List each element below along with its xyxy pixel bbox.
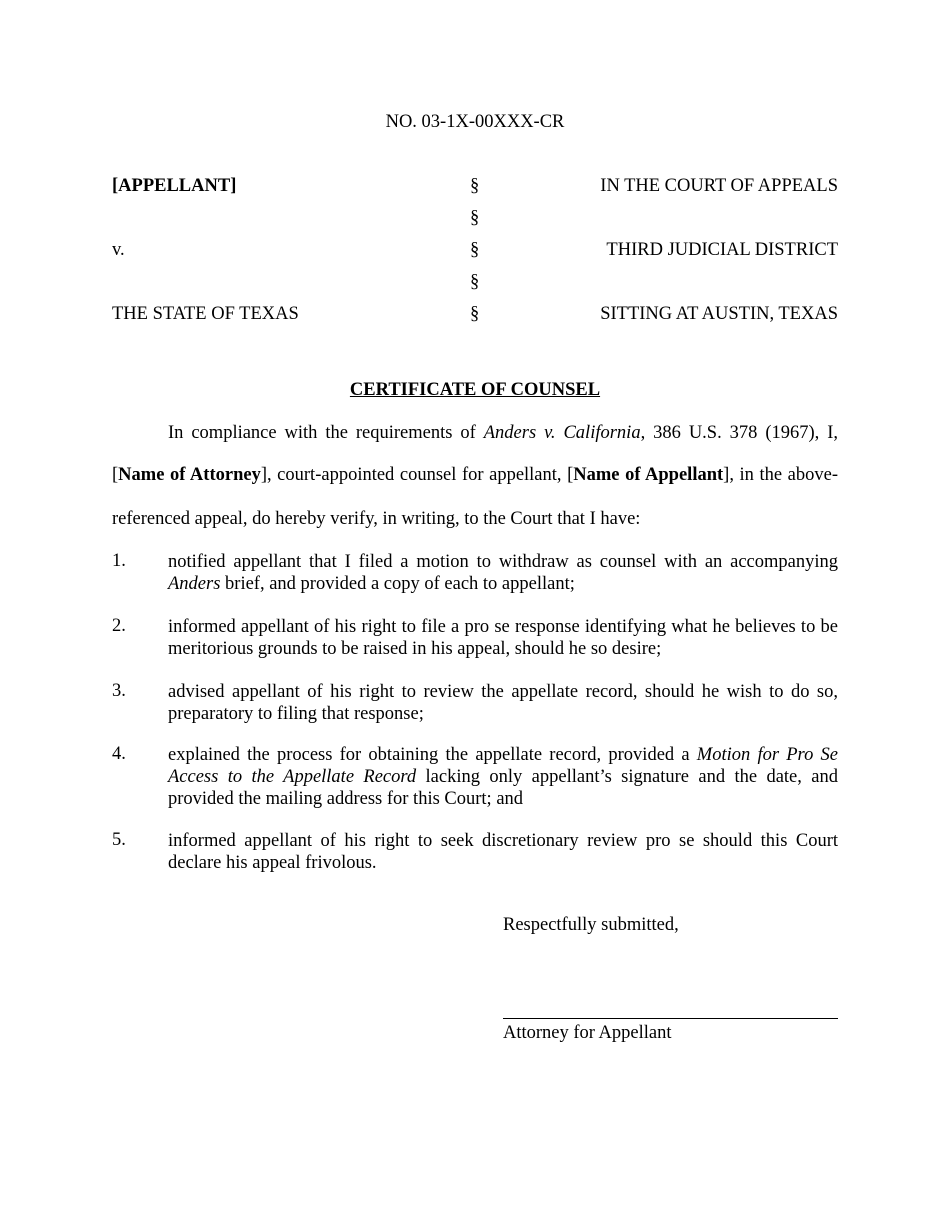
signature-label: Attorney for Appellant xyxy=(503,1023,672,1043)
closing: Respectfully submitted, xyxy=(503,915,679,935)
intro-line-2: [Name of Attorney], court-appointed counsel for appellant, [Name of Appellant], in the above- xyxy=(112,465,838,485)
signature-line xyxy=(503,1018,838,1019)
list-item-number: 2. xyxy=(112,616,126,636)
attorney-placeholder: Name of Attorney xyxy=(118,465,261,485)
intro-line-1: In compliance with the requirements of Anders v. California, 386 U.S. 378 (1967), I, xyxy=(168,423,838,443)
case-citation: Anders v. California xyxy=(483,423,641,443)
list-item: informed appellant of his right to seek discretionary review pro se should this Court declare his appeal frivolous. xyxy=(168,831,838,873)
section-symbol: § xyxy=(470,304,480,324)
caption-appellant: [APPELLANT] xyxy=(112,176,237,196)
list-item-number: 5. xyxy=(112,830,126,850)
case-number: NO. 03-1X-00XXX-CR xyxy=(385,112,565,132)
list-item-number: 4. xyxy=(112,744,126,764)
caption-sitting: SITTING AT AUSTIN, TEXAS xyxy=(600,304,838,324)
caption-versus: v. xyxy=(112,240,125,260)
intro-line-3: referenced appeal, do hereby verify, in writing, to the Court that I have: xyxy=(112,509,641,529)
list-item: explained the process for obtaining the appellate record, provided a Motion for Pro Se Access to the Appellate Record lacking only appellant’s signature and the date, and provided the mailing address for this Court; and xyxy=(168,745,838,809)
caption-state: THE STATE OF TEXAS xyxy=(112,304,299,324)
section-symbol: § xyxy=(470,176,480,196)
document-title: CERTIFICATE OF COUNSEL xyxy=(349,380,601,400)
section-symbol: § xyxy=(470,208,480,228)
list-item: notified appellant that I filed a motion to withdraw as counsel with an accompanying Anders brief, and provided a copy of each to appellant; xyxy=(168,552,838,594)
section-symbol: § xyxy=(470,240,480,260)
list-item-number: 1. xyxy=(112,551,126,571)
caption-district: THIRD JUDICIAL DISTRICT xyxy=(606,240,838,260)
list-item: advised appellant of his right to review the appellate record, should he wish to do so, preparatory to filing that response; xyxy=(168,682,838,724)
section-symbol: § xyxy=(470,272,480,292)
appellant-placeholder: Name of Appellant xyxy=(573,465,724,485)
list-item-number: 3. xyxy=(112,681,126,701)
caption-court: IN THE COURT OF APPEALS xyxy=(600,176,838,196)
list-item: informed appellant of his right to file a pro se response identifying what he believes to be meritorious grounds to be raised in his appeal, should he so desire; xyxy=(168,617,838,659)
